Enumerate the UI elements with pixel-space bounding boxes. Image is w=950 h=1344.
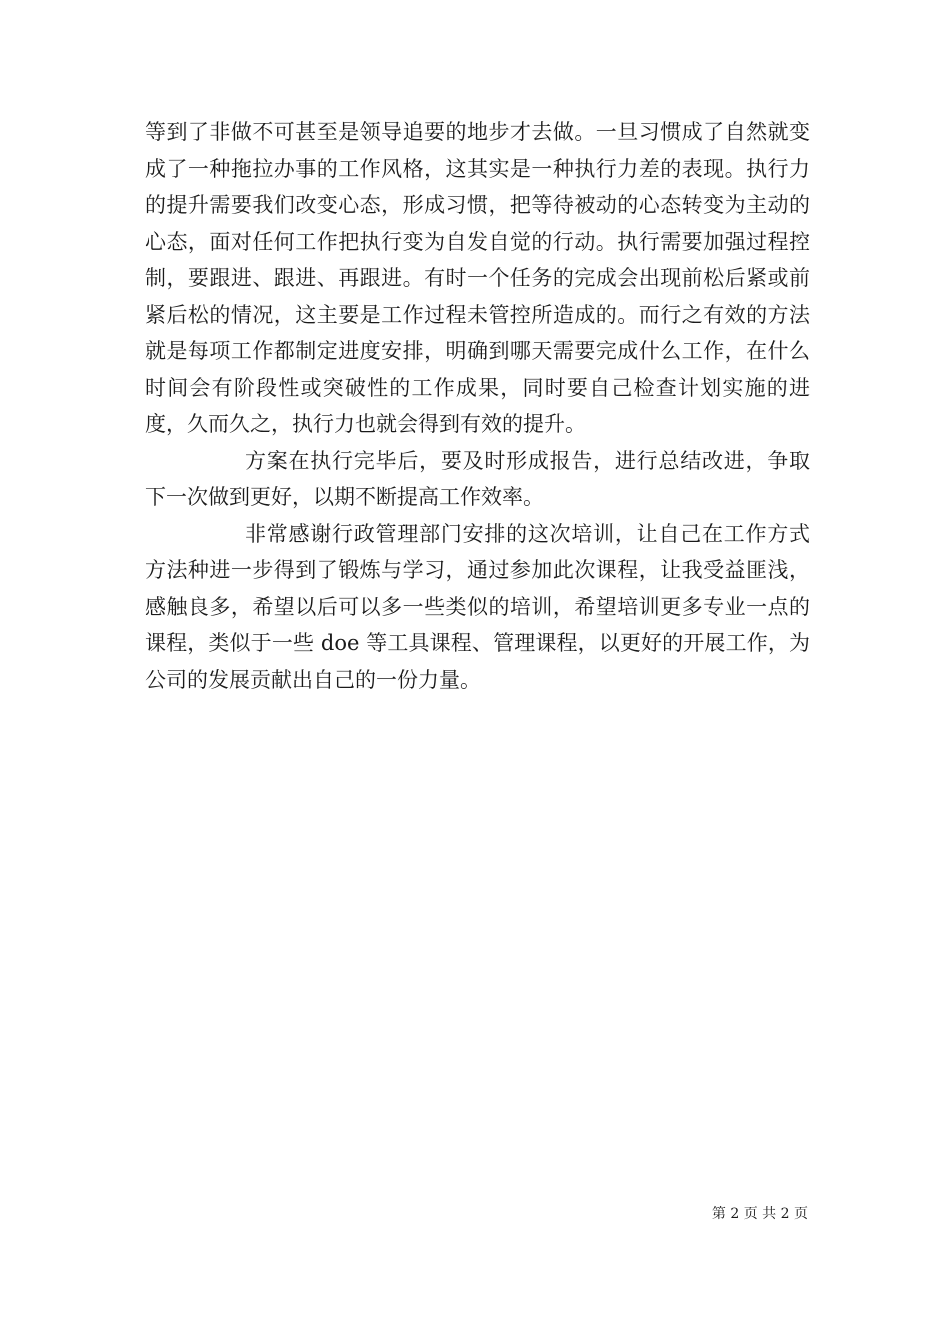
- paragraph-thanks: 非常感谢行政管理部门安排的这次培训，让自己在工作方式方法种进一步得到了锻炼与学习，通过参加此次课程，让我受益匪浅，感触良多，希望以后可以多一些类似的培训，希望培训更多专业一点的课程，类似于一些 doe 等工具课程、管理课程，以更好的开展工作，为公司的发展贡献出自己的一份力量。: [145, 521, 810, 692]
- paragraph-continuation: 等到了非做不可甚至是领导追要的地步才去做。一旦习惯成了自然就变成了一种拖拉办事的工作风格，这其实是一种执行力差的表现。执行力的提升需要我们改变心态，形成习惯，把等待被动的心态转变为主动的心态，面对任何工作把执行变为自发自觉的行动。执行需要加强过程控制，要跟进、跟进、再跟进。有时一个任务的完成会出现前松后紧或前紧后松的情况，这主要是工作过程未管控所造成的。而行之有效的方法就是每项工作都制定进度安排，明确到哪天需要完成什么工作，在什么时间会有阶段性或突破性的工作成果，同时要自己检查计划实施的进度，久而久之，执行力也就会得到有效的提升。: [145, 120, 810, 436]
- document-body: [145, 114, 810, 698]
- paragraph-report: 方案在执行完毕后，要及时形成报告，进行总结改进，争取下一次做到更好，以期不断提高工作效率。: [145, 448, 810, 509]
- page-number-footer: 第 2 页 共 2 页: [711, 1206, 808, 1222]
